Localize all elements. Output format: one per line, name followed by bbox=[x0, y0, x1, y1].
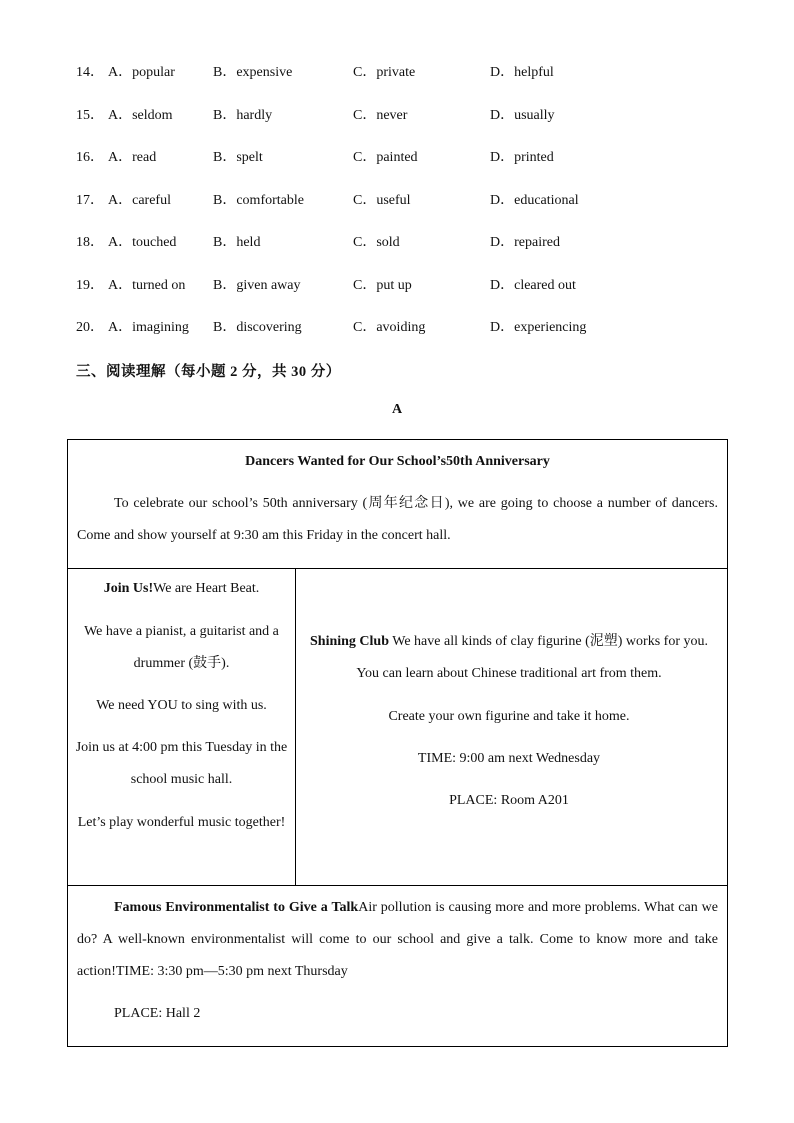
option-b: B．hardly bbox=[213, 108, 273, 123]
shining-club-title: Shining Club bbox=[310, 634, 389, 649]
option-c: C．private bbox=[353, 65, 416, 80]
column-divider bbox=[295, 568, 296, 885]
option-c: C．sold bbox=[353, 235, 400, 250]
section-heading: 三、阅读理解（每小题 2 分，共 30 分） bbox=[76, 364, 341, 380]
option-d: D．experiencing bbox=[490, 320, 587, 335]
option-b: B．given away bbox=[213, 278, 301, 293]
shining-club-line2: Create your own figurine and take it home. bbox=[388, 709, 630, 724]
option-b: B．held bbox=[213, 235, 261, 250]
talk-place: PLACE: Hall 2 bbox=[114, 1006, 201, 1021]
option-b: B．spelt bbox=[213, 150, 263, 165]
option-d: D．repaired bbox=[490, 235, 560, 250]
option-a: A．careful bbox=[108, 193, 171, 208]
shining-club-place: PLACE: Room A201 bbox=[449, 793, 569, 808]
talk-body: Air pollution is causing more and more problems. What can we do? A well-known environmentalist will come to our school and give a talk. Come to know more and take action!TIME: 3:30 pm—5:30 pm next Thursday bbox=[77, 900, 718, 979]
option-c: C．painted bbox=[353, 150, 418, 165]
heart-beat-line3: Join us at 4:00 pm this Tuesday in the school music hall. bbox=[75, 740, 288, 787]
option-a: A．read bbox=[108, 150, 157, 165]
divider bbox=[68, 568, 727, 569]
heart-beat-line2: We need YOU to sing with us. bbox=[96, 698, 267, 713]
option-d: D．educational bbox=[490, 193, 579, 208]
heart-beat-intro: We are Heart Beat. bbox=[153, 581, 260, 596]
option-b: B．expensive bbox=[213, 65, 293, 80]
option-a: A．imagining bbox=[108, 320, 189, 335]
question-number: 16． bbox=[76, 150, 104, 165]
question-number: 20． bbox=[76, 320, 104, 335]
question-number: 15． bbox=[76, 108, 104, 123]
notice-board bbox=[67, 439, 728, 1047]
option-a: A．popular bbox=[108, 65, 175, 80]
option-b: B．comfortable bbox=[213, 193, 304, 208]
shining-club-time: TIME: 9:00 am next Wednesday bbox=[417, 751, 601, 766]
question-number: 17． bbox=[76, 193, 104, 208]
heart-beat-title: Join Us! bbox=[103, 581, 154, 596]
question-number: 19． bbox=[76, 278, 104, 293]
option-d: D．printed bbox=[490, 150, 554, 165]
option-c: C．put up bbox=[353, 278, 412, 293]
option-a: A．turned on bbox=[108, 278, 186, 293]
option-c: C．never bbox=[353, 108, 408, 123]
shining-club-paragraph bbox=[302, 626, 716, 690]
shining-club-body: We have all kinds of clay figurine (泥塑) works for you. You can learn about Chinese traditional art from them. bbox=[356, 634, 708, 681]
question-number: 14． bbox=[76, 65, 104, 80]
passage-label: A bbox=[391, 402, 403, 417]
talk-title: Famous Environmentalist to Give a Talk bbox=[114, 900, 359, 915]
option-a: A．seldom bbox=[108, 108, 173, 123]
heart-beat-line1: We have a pianist, a guitarist and a drummer (鼓手). bbox=[84, 624, 279, 671]
option-d: D．helpful bbox=[490, 65, 554, 80]
notice-title: Dancers Wanted for Our School’s50th Anniversary bbox=[245, 454, 550, 469]
option-a: A．touched bbox=[108, 235, 177, 250]
question-number: 18． bbox=[76, 235, 104, 250]
option-d: D．usually bbox=[490, 108, 555, 123]
option-c: C．useful bbox=[353, 193, 411, 208]
option-d: D．cleared out bbox=[490, 278, 576, 293]
notice-body: To celebrate our school’s 50th anniversary (周年纪念日), we are going to choose a number of dancers. Come and show yourself at 9:30 am this Friday in the concert hall. bbox=[77, 496, 718, 543]
option-b: B．discovering bbox=[213, 320, 302, 335]
divider bbox=[68, 885, 727, 886]
option-c: C．avoiding bbox=[353, 320, 426, 335]
heart-beat-line4: Let’s play wonderful music together! bbox=[77, 815, 286, 830]
heart-beat-heading bbox=[72, 573, 291, 605]
talk-paragraph bbox=[77, 892, 718, 988]
